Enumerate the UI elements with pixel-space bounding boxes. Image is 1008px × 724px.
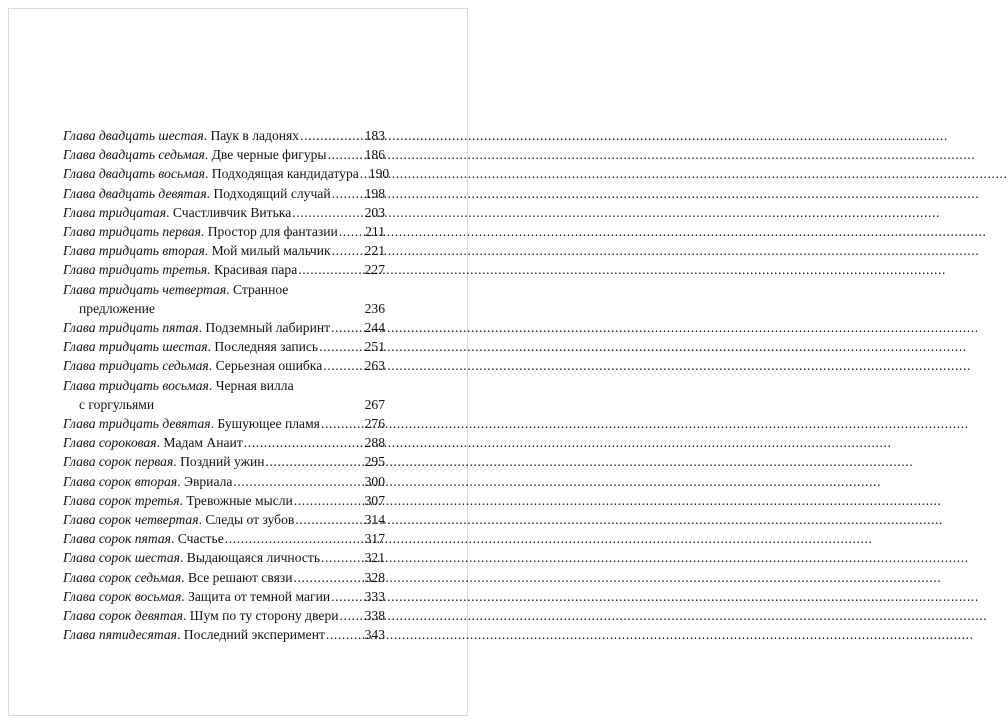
chapter-number: Глава сороковая — [63, 435, 157, 451]
chapter-number: Глава тридцать пятая — [63, 320, 199, 336]
toc-entry: Глава двадцать шестая. Паук в ладонях ..... 183 — [63, 126, 385, 145]
chapter-number: Глава тридцатая — [63, 204, 167, 220]
page-number: 190 — [368, 166, 390, 182]
chapter-number: Глава тридцать вторая — [63, 243, 205, 259]
chapter-number: Глава сорок первая — [63, 454, 174, 470]
toc-entry: Глава двадцать седьмая. Две черные фигуры ..... 186 — [63, 145, 385, 164]
page-number: 321 — [364, 550, 385, 566]
toc-entry: Глава сорок девятая. Шум по ту сторону двери ..... 338 — [63, 606, 385, 625]
page-number: 186 — [364, 147, 385, 163]
dot-leader — [331, 587, 363, 606]
table-of-contents — [63, 126, 390, 644]
chapter-title: Странное — [232, 281, 289, 297]
page-number: 198 — [364, 185, 385, 201]
chapter-title: Мой милый мальчик — [211, 243, 331, 259]
chapter-number: Глава пятидесятая — [63, 627, 177, 643]
chapter-title: Простор для фантазии — [207, 224, 338, 240]
page-number: 227 — [364, 262, 385, 278]
toc-entry: Глава сорок седьмая. Все решают связи ..... 328 — [63, 568, 385, 587]
chapter-title: Две черные фигуры — [211, 147, 327, 163]
dot-leader — [321, 548, 364, 567]
page-number: 317 — [364, 531, 385, 547]
dot-leader — [323, 356, 363, 375]
chapter-title: Следы от зубов — [205, 512, 295, 528]
chapter-number: Глава сорок третья — [63, 492, 180, 508]
page-number: 251 — [364, 339, 385, 355]
chapter-title: Мадам Анаит — [163, 435, 243, 451]
chapter-title: Выдающаяся личность — [186, 550, 321, 566]
chapter-title: Все решают связи — [187, 569, 293, 585]
chapter-number: Глава тридцать четвертая — [63, 281, 227, 297]
page-number: 328 — [364, 569, 385, 585]
toc-entry: Глава сорок пятая. Счастье ..... 317 — [63, 529, 385, 548]
toc-entry: Глава сорок четвертая. Следы от зубов ..... 314 — [63, 510, 385, 529]
chapter-number: Глава сорок вторая — [63, 473, 178, 489]
toc-entry: Глава тридцать третья. Красивая пара ..... 227 — [63, 260, 385, 279]
chapter-title: Подходящий случай — [213, 185, 331, 201]
chapter-title-continued: с горгульями — [79, 396, 155, 412]
chapter-number: Глава тридцать шестая — [63, 339, 208, 355]
dot-leader — [332, 184, 364, 203]
chapter-number: Глава двадцать девятая — [63, 185, 207, 201]
page-number: 267 — [364, 396, 385, 412]
chapter-number: Глава тридцать седьмая — [63, 358, 209, 374]
dot-leader — [339, 222, 364, 241]
page-number: 221 — [364, 243, 385, 259]
dot-leader — [244, 433, 364, 452]
dot-leader — [321, 414, 364, 433]
chapter-title: Защита от темной магии — [188, 588, 331, 604]
dot-leader — [295, 510, 363, 529]
dot-leader — [225, 529, 364, 548]
dot-leader — [293, 568, 363, 587]
toc-entry: Глава тридцать седьмая. Серьезная ошибка ..... 263 — [63, 356, 385, 375]
chapter-number: Глава сорок девятая — [63, 608, 183, 624]
chapter-number: Глава двадцать седьмая — [63, 147, 205, 163]
toc-entry: Глава сорок вторая. Эвриала ..... 300 — [63, 472, 385, 491]
chapter-title: Последний эксперимент — [183, 627, 325, 643]
page-number: 314 — [364, 512, 385, 528]
page-number: 263 — [364, 358, 385, 374]
toc-entry: Глава сорок первая. Поздний ужин ..... 295 — [63, 452, 385, 471]
page-number: 288 — [364, 435, 385, 451]
chapter-title-continued: предложение — [79, 300, 155, 316]
chapter-number: Глава тридцать первая — [63, 224, 201, 240]
toc-entry: Глава тридцать восьмая. Черная вилла с горгульями 267 — [63, 376, 385, 414]
chapter-title: Подходящая кандидатура — [211, 166, 359, 182]
dot-leader — [326, 625, 364, 644]
chapter-title: Тревожные мысли — [186, 492, 293, 508]
page-number: 211 — [365, 224, 385, 240]
toc-entry: Глава тридцать шестая. Последняя запись ..... 251 — [63, 337, 385, 356]
dot-leader — [332, 241, 364, 260]
chapter-number: Глава тридцать третья — [63, 262, 208, 278]
dot-leader — [319, 337, 363, 356]
chapter-title: Серьезная ошибка — [215, 358, 323, 374]
chapter-title: Счастливчик Витька — [172, 204, 292, 220]
chapter-number: Глава сорок пятая — [63, 531, 171, 547]
chapter-number: Глава сорок седьмая — [63, 569, 182, 585]
chapter-number: Глава тридцать девятая — [63, 416, 211, 432]
toc-entry: Глава тридцать девятая. Бушующее пламя ..... 276 — [63, 414, 385, 433]
page-number: 295 — [364, 454, 385, 470]
toc-entry: Глава сорок восьмая. Защита от темной магии ..... 333 — [63, 587, 385, 606]
toc-entry: Глава тридцатая. Счастливчик Витька ..... 203 — [63, 203, 385, 222]
page-number: 343 — [364, 627, 385, 643]
toc-entry: Глава сорок шестая. Выдающаяся личность ..... 321 — [63, 548, 385, 567]
toc-entry: Глава тридцать первая. Простор для фантазии ..... 211 — [63, 222, 385, 241]
toc-entry: Глава тридцать четвертая. Странное предложение 236 — [63, 280, 385, 318]
chapter-number: Глава сорок восьмая — [63, 588, 182, 604]
page-number: 338 — [364, 608, 385, 624]
page-number: 203 — [364, 204, 385, 220]
chapter-number: Глава тридцать восьмая — [63, 377, 209, 393]
toc-entry: Глава сорок третья. Тревожные мысли ..... 307 — [63, 491, 385, 510]
chapter-title: Черная вилла — [215, 377, 294, 393]
toc-entry: Глава сороковая. Мадам Анаит ..... 288 — [63, 433, 385, 452]
dot-leader — [340, 606, 364, 625]
chapter-title: Подземный лабиринт — [205, 320, 331, 336]
toc-entry: Глава пятидесятая. Последний эксперимент ..... 343 — [63, 625, 385, 644]
toc-entry: Глава двадцать девятая. Подходящий случай ..... 198 — [63, 184, 385, 203]
dot-leader — [298, 260, 363, 279]
dot-leader — [266, 452, 364, 471]
toc-entry: Глава тридцать пятая. Подземный лабиринт ..... 244 — [63, 318, 385, 337]
dot-leader — [360, 164, 368, 183]
chapter-title: Бушующее пламя — [217, 416, 320, 432]
chapter-title: Шум по ту сторону двери — [189, 608, 339, 624]
page-number: 236 — [364, 300, 385, 316]
chapter-title: Паук в ладонях — [210, 128, 300, 143]
chapter-title: Поздний ужин — [180, 454, 265, 470]
page-number: 300 — [364, 473, 385, 489]
page-number: 183 — [364, 128, 385, 143]
page-number: 307 — [364, 492, 385, 508]
chapter-number: Глава сорок четвертая — [63, 512, 199, 528]
page-number: 276 — [364, 416, 385, 432]
toc-entry: Глава тридцать вторая. Мой милый мальчик ..... 221 — [63, 241, 385, 260]
chapter-number: Глава сорок шестая — [63, 550, 180, 566]
chapter-number: Глава двадцать восьмая — [63, 166, 205, 182]
dot-leader — [331, 318, 364, 337]
dot-leader — [233, 472, 363, 491]
dot-leader — [294, 491, 364, 510]
dot-leader — [328, 145, 364, 164]
chapter-title: Счастье — [177, 531, 224, 547]
dot-leader — [300, 126, 364, 145]
dot-leader — [292, 203, 363, 222]
chapter-number: Глава двадцать шестая — [63, 128, 204, 143]
page-number: 244 — [364, 320, 385, 336]
page-number: 333 — [364, 588, 385, 604]
chapter-title: Эвриала — [183, 473, 233, 489]
chapter-title: Красивая пара — [213, 262, 298, 278]
toc-entry: Глава двадцать восьмая. Подходящая кандидатура ..... 190 — [63, 164, 385, 183]
chapter-title: Последняя запись — [214, 339, 319, 355]
